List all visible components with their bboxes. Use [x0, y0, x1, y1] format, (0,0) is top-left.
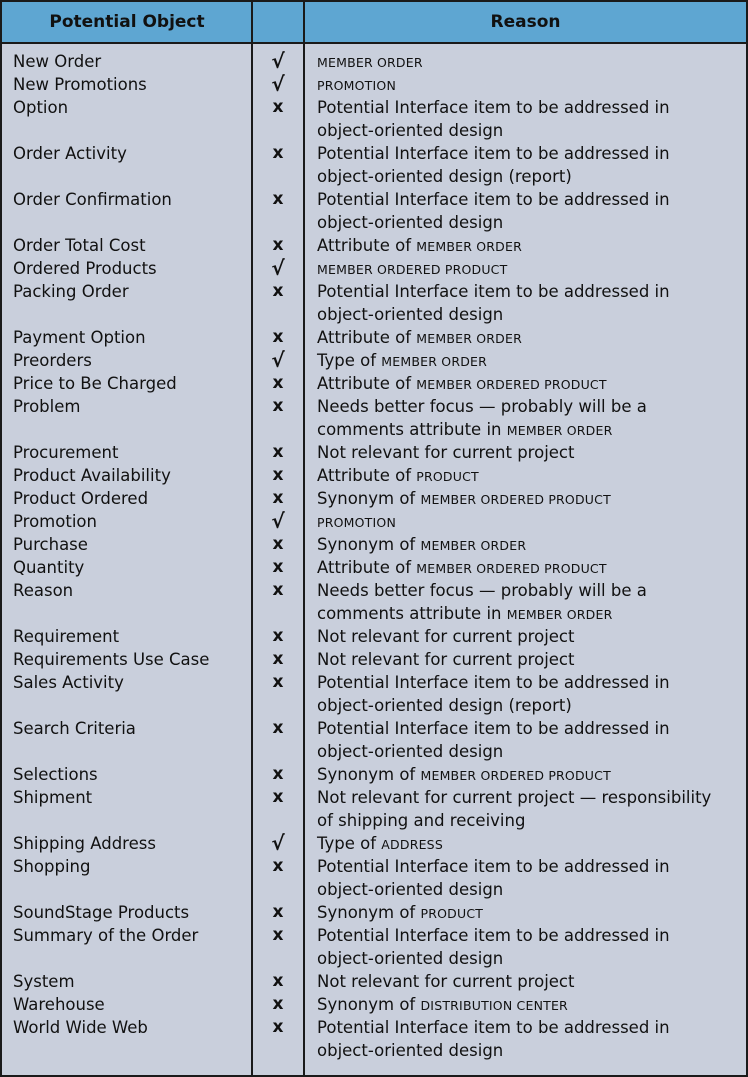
header-potential-object: Potential Object [49, 12, 205, 32]
reason-text: Not relevant for current project [317, 443, 575, 462]
check-mark-icon: √ [271, 348, 285, 372]
table-header [2, 2, 746, 44]
class-name-smallcaps: DISTRIBUTION CENTER [420, 998, 568, 1013]
reason-cell [317, 395, 727, 442]
class-name-smallcaps: MEMBER ORDER [317, 55, 423, 70]
cross-mark-icon: x [272, 626, 284, 646]
class-name-smallcaps: MEMBER ORDER [420, 538, 527, 553]
class-name-smallcaps: MEMBER ORDERED PRODUCT [416, 377, 607, 392]
reason-cell [317, 257, 727, 281]
reason-cell [317, 1016, 727, 1062]
table-row [2, 763, 746, 786]
cross-mark-icon: x [272, 672, 284, 692]
potential-object-cell: Quantity [13, 558, 85, 577]
reason-cell [317, 372, 727, 396]
class-name-smallcaps: MEMBER ORDER [381, 354, 488, 369]
potential-object-cell: World Wide Web [13, 1018, 148, 1037]
class-name-smallcaps: MEMBER ORDER [506, 423, 613, 438]
reason-text: Potential Interface item to be addressed in object-oriented design [317, 282, 670, 324]
potential-object-cell: Procurement [13, 443, 119, 462]
cross-mark-icon: x [272, 97, 284, 117]
potential-object-cell: Summary of the Order [13, 926, 199, 945]
reason-cell [317, 441, 727, 464]
cross-mark-icon: x [272, 327, 284, 347]
cross-mark-icon: x [272, 373, 284, 393]
reason-cell [317, 579, 727, 626]
table-row [2, 487, 746, 510]
reason-text: Potential Interface item to be addressed in object-oriented design [317, 857, 670, 899]
reason-cell [317, 142, 727, 188]
table-row [2, 372, 746, 395]
reason-cell [317, 671, 727, 717]
potential-object-cell: New Promotions [13, 75, 147, 94]
reason-cell [317, 924, 727, 970]
potential-object-cell: Search Criteria [13, 719, 136, 738]
class-name-smallcaps: PRODUCT [420, 906, 484, 921]
potential-object-cell: Order Total Cost [13, 236, 146, 255]
class-name-smallcaps: MEMBER ORDER [506, 607, 613, 622]
cross-mark-icon: x [272, 971, 284, 991]
cross-mark-icon: x [272, 281, 284, 301]
potential-object-cell: Packing Order [13, 282, 129, 301]
cross-mark-icon: x [272, 235, 284, 255]
potential-object-cell: Order Activity [13, 144, 127, 163]
potential-object-cell: Selections [13, 765, 98, 784]
potential-object-cell: Payment Option [13, 328, 146, 347]
class-name-smallcaps: MEMBER ORDERED PRODUCT [420, 492, 611, 507]
reason-cell [317, 96, 727, 142]
table-row [2, 556, 746, 579]
table-row [2, 464, 746, 487]
cross-mark-icon: x [272, 718, 284, 738]
reason-cell [317, 487, 727, 511]
reason-cell [317, 50, 727, 74]
potential-object-cell: Requirement [13, 627, 120, 646]
reason-cell [317, 326, 727, 350]
cross-mark-icon: x [272, 902, 284, 922]
potential-object-cell: Purchase [13, 535, 88, 554]
reason-cell [317, 234, 727, 258]
potential-object-cell: Sales Activity [13, 673, 124, 692]
reason-text: Needs better focus — probably will be a comments attribute in [317, 581, 647, 623]
check-mark-icon: √ [271, 49, 285, 73]
table-row [2, 142, 746, 188]
class-name-smallcaps: MEMBER ORDERED PRODUCT [420, 768, 611, 783]
reason-text: Type of [317, 834, 382, 853]
table-row [2, 50, 746, 73]
reason-text: Not relevant for current project [317, 627, 575, 646]
potential-object-cell: Promotion [13, 512, 97, 531]
reason-cell [317, 901, 727, 925]
header-reason: Reason [490, 12, 561, 32]
table-row [2, 901, 746, 924]
table-row [2, 510, 746, 533]
table-row [2, 970, 746, 993]
potential-object-cell: Requirements Use Case [13, 650, 210, 669]
cross-mark-icon: x [272, 488, 284, 508]
reason-text: Potential Interface item to be addressed in object-oriented design [317, 719, 670, 761]
potential-object-cell: Ordered Products [13, 259, 157, 278]
reason-cell [317, 349, 727, 373]
table-row [2, 234, 746, 257]
check-mark-icon: √ [271, 256, 285, 280]
potential-object-cell: Reason [13, 581, 74, 600]
table-row [2, 832, 746, 855]
potential-object-cell: Preorders [13, 351, 92, 370]
reason-text: Potential Interface item to be addressed in object-oriented design [317, 190, 670, 232]
class-name-smallcaps: PROMOTION [317, 78, 396, 93]
reason-cell [317, 648, 727, 671]
potential-object-cell: System [13, 972, 75, 991]
table-row [2, 993, 746, 1016]
reason-cell [317, 717, 727, 763]
potential-object-cell: Option [13, 98, 69, 117]
reason-text: Synonym of [317, 765, 421, 784]
cross-mark-icon: x [272, 580, 284, 600]
table-row [2, 349, 746, 372]
class-name-smallcaps: ADDRESS [381, 837, 443, 852]
reason-cell [317, 970, 727, 993]
reason-text: Not relevant for current project [317, 972, 575, 991]
cross-mark-icon: x [272, 649, 284, 669]
table-row [2, 533, 746, 556]
table-row [2, 96, 746, 142]
cross-mark-icon: x [272, 764, 284, 784]
class-name-smallcaps: MEMBER ORDERED PRODUCT [317, 262, 508, 277]
table-row [2, 280, 746, 326]
table-row [2, 648, 746, 671]
class-name-smallcaps: MEMBER ORDERED PRODUCT [416, 561, 607, 576]
reason-text: Type of [317, 351, 382, 370]
table-row [2, 441, 746, 464]
reason-text: Attribute of [317, 558, 417, 577]
table-row [2, 625, 746, 648]
reason-text: Not relevant for current project [317, 650, 575, 669]
reason-text: Attribute of [317, 236, 417, 255]
table-row [2, 786, 746, 832]
cross-mark-icon: x [272, 925, 284, 945]
table-row [2, 717, 746, 763]
cross-mark-icon: x [272, 1017, 284, 1037]
cross-mark-icon: x [272, 534, 284, 554]
reason-text: Attribute of [317, 328, 417, 347]
table-row [2, 395, 746, 441]
table-row [2, 73, 746, 96]
reason-cell [317, 556, 727, 580]
reason-text: Synonym of [317, 489, 421, 508]
potential-object-cell: SoundStage Products [13, 903, 190, 922]
reason-text: Potential Interface item to be addressed in object-oriented design [317, 926, 670, 968]
reason-cell [317, 73, 727, 97]
reason-text: Potential Interface item to be addressed in object-oriented design [317, 1018, 670, 1060]
reason-cell [317, 763, 727, 787]
potential-object-cell: Price to Be Charged [13, 374, 177, 393]
cross-mark-icon: x [272, 557, 284, 577]
potential-object-cell: Product Availability [13, 466, 171, 485]
reason-text: Synonym of [317, 995, 421, 1014]
potential-object-cell: Shipping Address [13, 834, 156, 853]
potential-object-cell: Product Ordered [13, 489, 149, 508]
potential-object-cell: Shopping [13, 857, 91, 876]
check-mark-icon: √ [271, 509, 285, 533]
class-name-smallcaps: MEMBER ORDER [416, 239, 522, 254]
reason-text: Attribute of [317, 466, 417, 485]
cross-mark-icon: x [272, 787, 284, 807]
check-mark-icon: √ [271, 831, 285, 855]
reason-cell [317, 280, 727, 326]
reason-text: Attribute of [317, 374, 417, 393]
table-row [2, 1016, 746, 1062]
reason-cell [317, 625, 727, 648]
potential-object-cell: Warehouse [13, 995, 105, 1014]
table-body [2, 50, 746, 1062]
potential-object-cell: Shipment [13, 788, 93, 807]
reason-cell [317, 533, 727, 557]
cross-mark-icon: x [272, 143, 284, 163]
reason-text: Not relevant for current project — responsibility of shipping and receiving [317, 788, 712, 830]
cross-mark-icon: x [272, 994, 284, 1014]
class-name-smallcaps: PROMOTION [317, 515, 396, 530]
cross-mark-icon: x [272, 189, 284, 209]
potential-object-cell: New Order [13, 52, 102, 71]
table-row [2, 257, 746, 280]
reason-text: Synonym of [317, 535, 421, 554]
reason-text: Needs better focus — probably will be a comments attribute in [317, 397, 647, 439]
class-name-smallcaps: PRODUCT [416, 469, 479, 484]
table-row [2, 924, 746, 970]
reason-cell [317, 188, 727, 234]
reason-cell [317, 993, 727, 1017]
reason-text: Synonym of [317, 903, 421, 922]
reason-text: Potential Interface item to be addressed in object-oriented design (report) [317, 144, 670, 186]
class-name-smallcaps: MEMBER ORDER [416, 331, 522, 346]
reason-cell [317, 832, 727, 856]
reason-cell [317, 855, 727, 901]
cross-mark-icon: x [272, 396, 284, 416]
cross-mark-icon: x [272, 856, 284, 876]
table-row [2, 579, 746, 625]
potential-object-cell: Problem [13, 397, 81, 416]
table-row [2, 671, 746, 717]
cross-mark-icon: x [272, 465, 284, 485]
reason-cell [317, 464, 727, 488]
reason-text: Potential Interface item to be addressed in object-oriented design [317, 98, 670, 140]
reason-cell [317, 786, 727, 832]
table-row [2, 855, 746, 901]
potential-object-cell: Order Confirmation [13, 190, 172, 209]
reason-cell [317, 510, 727, 534]
reason-text: Potential Interface item to be addressed in object-oriented design (report) [317, 673, 670, 715]
check-mark-icon: √ [271, 72, 285, 96]
table-row [2, 188, 746, 234]
table-row [2, 326, 746, 349]
cross-mark-icon: x [272, 442, 284, 462]
